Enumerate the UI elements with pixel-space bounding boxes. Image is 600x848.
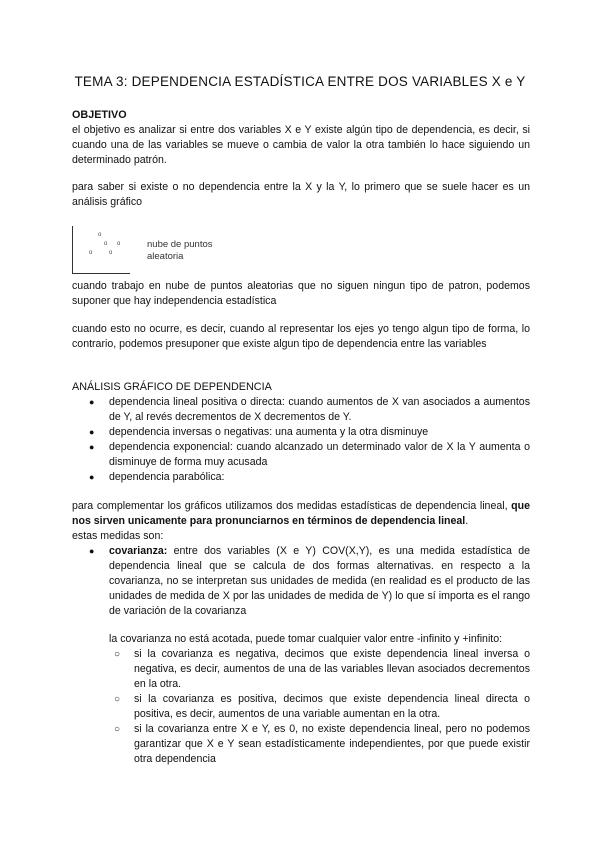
covarianza-acotada: la covarianza no está acotada, puede tomar cualquier valor entre -infinito y +infinito: [109,633,503,645]
objetivo-paragraph: el objetivo es analizar si entre dos variables X e Y existe algún tipo de dependencia, es decir, si cuando una de las variables se mueve o cambia de valor la otra también lo hace siguiendo un determinado patrón. [72,124,530,166]
analisis-list [72,395,530,485]
list-item [72,470,530,485]
medidas-intro-emphasis: que nos sirven unicamente para pronunciarnos en términos de dependencia lineal [72,500,530,527]
figure-label-line2: aleatoria [147,251,184,262]
page-title: TEMA 3: DEPENDENCIA ESTADÍSTICA ENTRE DOS VARIABLES X e Y [74,74,526,89]
scatter-point: o [104,241,108,247]
bullet-icon: ● [89,397,95,407]
analisis-section [72,380,530,485]
circle-bullet-icon: ○ [114,724,121,735]
circle-bullet-icon: ○ [114,694,121,705]
medidas-list [72,544,530,619]
sublist-item [72,647,530,692]
list-item [72,440,530,470]
sublist-item-text: si la covarianza es positiva, decimos que existe dependencia lineal directa o positiva, es decir, aumentos de una variable aumentan en la otra. [134,693,530,720]
covarianza-range-section [72,632,530,767]
list-item-text: dependencia exponencial: cuando alcanzado un determinado valor de X la Y aumenta o disminuye de forma muy acusada [109,441,530,468]
sublist-item [72,722,530,767]
medidas-intro-end: . [465,515,469,527]
bullet-icon: ● [89,427,95,437]
y-axis-line [72,226,73,274]
dependencia-paragraph: cuando esto no ocurre, es decir, cuando al representar los ejes yo tengo algun tipo de forma, lo contrario, podemos presuponer que existe algun tipo de dependencia entre las variables [72,323,530,350]
circle-bullet-icon: ○ [114,649,121,660]
bullet-icon: ● [89,442,95,452]
sublist-item [72,692,530,722]
list-item [72,544,530,619]
list-item-text: dependencia inversas o negativas: una aumenta y la otra disminuye [109,426,429,438]
scatter-point: o [89,250,93,256]
covarianza-sublist [72,647,530,767]
analisis-heading: ANÁLISIS GRÁFICO DE DEPENDENCIA [72,381,272,393]
sublist-item-text: si la covarianza entre X e Y, es 0, no existe dependencia lineal, pero no podemos garantizar que X e Y sean estadísticamente independientes, por que puede existir otra dependencia [134,723,530,765]
list-item [72,425,530,440]
scatter-figure [72,226,252,274]
covarianza-term: covarianza: [109,545,168,557]
bullet-icon: ● [89,472,95,482]
x-axis-line [72,273,130,274]
scatter-point: o [98,232,102,238]
list-item-text: dependencia parabólica: [109,471,225,483]
objetivo-heading: OBJETIVO [72,109,127,121]
analisis-intro-paragraph: para saber si existe o no dependencia entre la X y la Y, lo primero que se suele hacer es un análisis gráfico [72,181,530,208]
sublist-item-text: si la covarianza es negativa, decimos que existe dependencia lineal inversa o negativa, es decir, aumentos de una de las variables llevan asociados decrementos en la otra. [134,648,530,690]
medidas-intro [72,499,530,529]
objetivo-section [72,108,530,168]
list-item-text: dependencia lineal positiva o directa: cuando aumentos de X van asociados a aumentos de Y, al revés decrementos de X decrementos de Y. [109,396,530,423]
medidas-list-intro: estas medidas son: [72,530,164,542]
independencia-paragraph: cuando trabajo en nube de puntos aleatorias que no siguen ningun tipo de patron, podemos suponer que hay independencia estadística [72,280,530,307]
scatter-point: o [117,241,121,247]
figure-label-line1: nube de puntos [147,239,213,250]
bullet-icon: ● [89,546,95,556]
scatter-point: o [109,250,113,256]
covarianza-definition: entre dos variables (X e Y) COV(X,Y), es una medida estadística de dependencia lineal que se calcula de dos formas alternativas. en respecto a la covarianza, no se interpretan sus unidades de medida (en realidad es el producto de las unidades de medida de X por las unidades de medida de Y) lo que sí importa es el rango de variación de la covarianza [109,545,530,617]
list-item [72,395,530,425]
medidas-intro-text: para complementar los gráficos utilizamos dos medidas estadísticas de dependencia lineal, [72,500,512,512]
medidas-section [72,499,530,619]
